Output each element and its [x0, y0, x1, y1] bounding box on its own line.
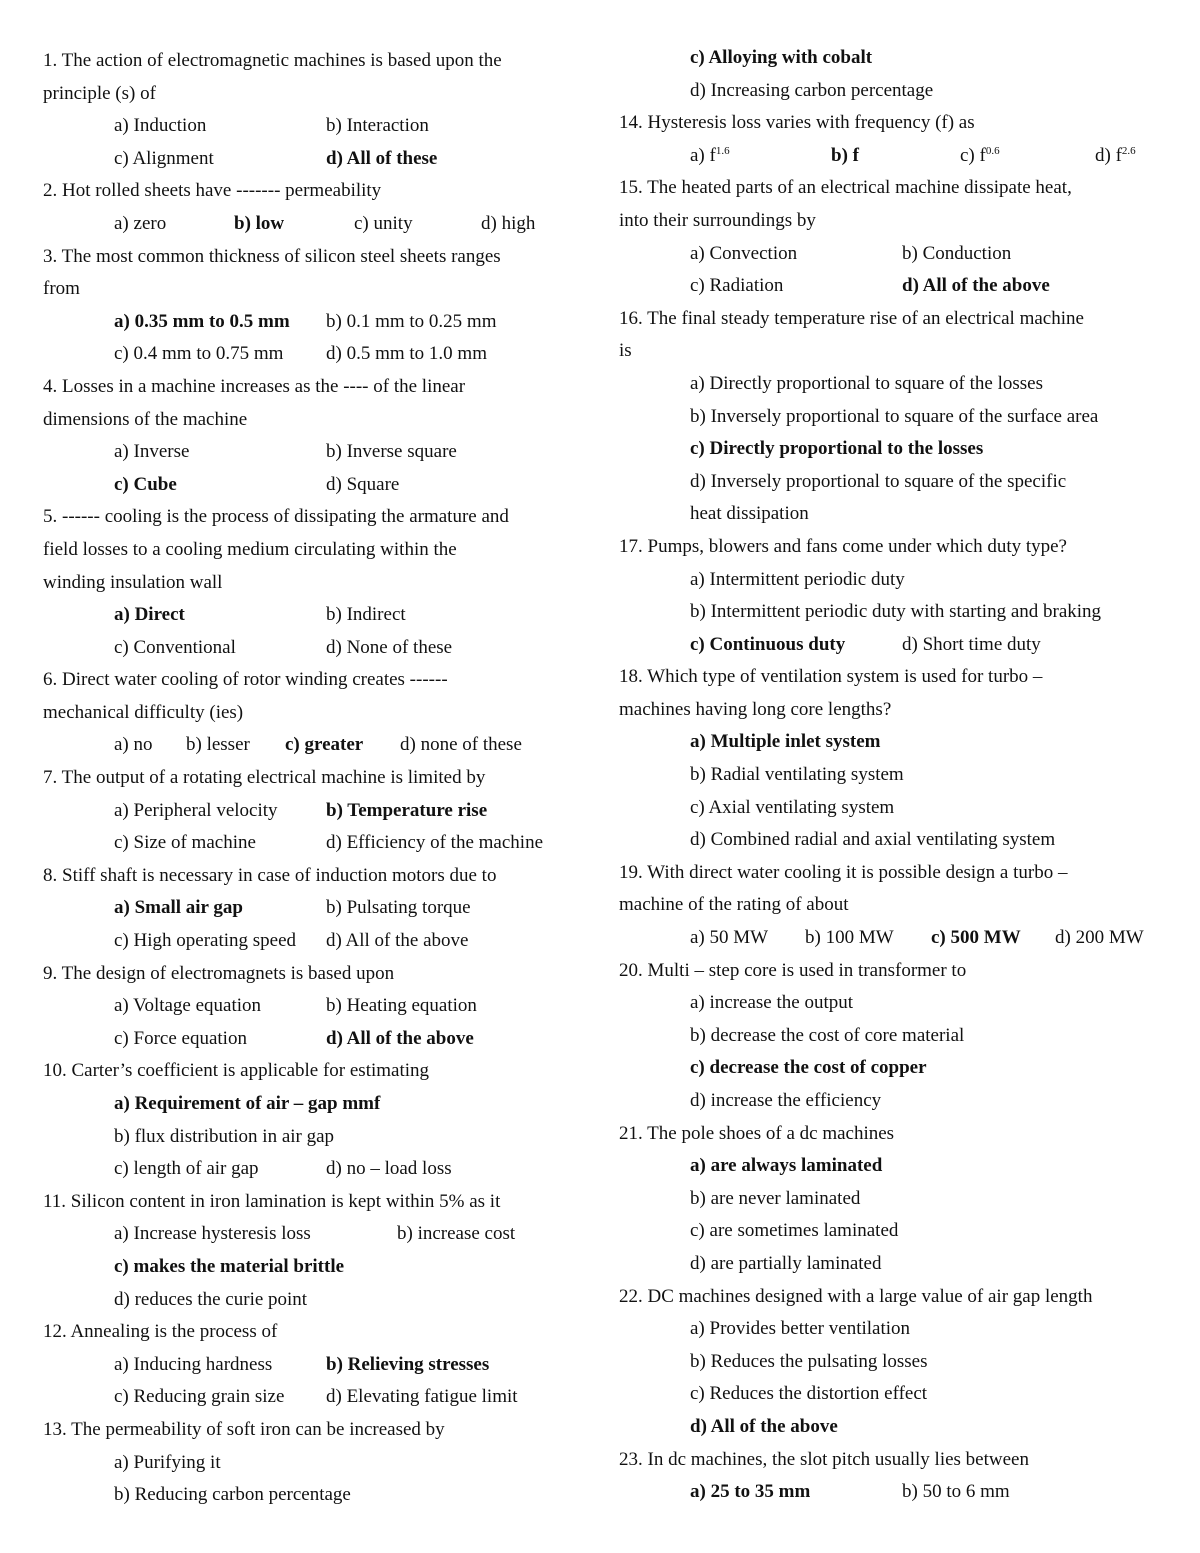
answer-row — [619, 631, 1179, 659]
answer-option: c) length of air gap — [114, 1158, 259, 1180]
answer-option: b) are never laminated — [690, 1187, 861, 1209]
question-block — [619, 174, 1179, 300]
answer-option: d) increase the efficiency — [690, 1090, 882, 1111]
question-text: mechanical difficulty (ies) — [43, 701, 244, 723]
question-text: 17. Pumps, blowers and fans come under which duty type? — [619, 535, 1067, 557]
answer-option: d) Combined radial and axial ventilating system — [690, 829, 1056, 851]
answer-option: a) Intermittent periodic duty — [690, 568, 905, 590]
answer-row — [43, 731, 583, 759]
answer-option: a) 50 MW — [690, 927, 769, 949]
question-block — [43, 960, 583, 1053]
question-text: 4. Losses in a machine increases as the ---- of the linear — [43, 375, 466, 397]
question-text: 9. The design of electromagnets is based upon — [43, 962, 395, 984]
question-text: machine of the rating of about — [619, 894, 849, 916]
question-text: 16. The final steady temperature rise of an electrical machine — [619, 307, 1084, 329]
question-block — [619, 533, 1179, 659]
question-block — [43, 1057, 583, 1183]
answer-option: a) Induction — [114, 115, 207, 137]
answer-option: d) Square — [326, 473, 400, 495]
question-text: 12. Annealing is the process of — [43, 1321, 278, 1343]
answer-option: c) Reducing grain size — [114, 1386, 285, 1408]
correct-answer: a) Requirement of air – gap mmf — [114, 1093, 381, 1114]
correct-answer: d) All of the above — [902, 275, 1050, 297]
question-text: principle (s) of — [43, 82, 156, 104]
answer-row — [43, 308, 583, 336]
answer-option: d) None of these — [326, 636, 453, 658]
answer-row — [43, 210, 583, 238]
question-block — [619, 859, 1179, 952]
question-text: dimensions of the machine — [43, 408, 248, 430]
question-text: 2. Hot rolled sheets have ------- permeability — [43, 180, 382, 202]
question-block — [619, 1120, 1179, 1278]
answer-option: d) reduces the curie point — [114, 1288, 308, 1310]
option-label: c) f — [960, 144, 986, 166]
answer-option: b) Pulsating torque — [326, 897, 471, 919]
answer-option — [1095, 142, 1136, 170]
question-text: is — [619, 340, 632, 362]
answer-row — [43, 894, 583, 922]
correct-answer: c) Directly proportional to the losses — [690, 438, 984, 460]
answer-row — [43, 1155, 583, 1183]
question-text: 20. Multi – step core is used in transformer to — [619, 959, 967, 981]
question-block — [619, 305, 1179, 529]
answer-option: a) Voltage equation — [114, 995, 262, 1017]
answer-option: b) Intermittent periodic duty with starting and braking — [690, 601, 1102, 623]
question-block — [43, 764, 583, 857]
question-block — [43, 177, 583, 238]
answer-row — [43, 1025, 583, 1053]
answer-option: d) Elevating fatigue limit — [326, 1386, 518, 1408]
question-text: from — [43, 278, 80, 300]
correct-answer: c) greater — [285, 734, 364, 756]
answer-option: d) high — [481, 212, 536, 234]
answer-option: b) Inversely proportional to square of the surface area — [690, 405, 1099, 427]
question-text: into their surroundings by — [619, 209, 816, 231]
answer-option: a) no — [114, 734, 153, 756]
answer-row — [43, 145, 583, 173]
answer-option: c) Size of machine — [114, 832, 256, 854]
answer-row — [43, 112, 583, 140]
question-block — [619, 1283, 1179, 1441]
question-block — [43, 862, 583, 955]
answer-option — [690, 142, 730, 170]
exponent: 2.6 — [1121, 144, 1136, 157]
answer-option: d) are partially laminated — [690, 1252, 882, 1274]
answer-option: b) increase cost — [397, 1223, 516, 1245]
answer-option: a) Peripheral velocity — [114, 799, 278, 821]
question-block — [43, 503, 583, 661]
question-text: 8. Stiff shaft is necessary in case of induction motors due to — [43, 864, 497, 886]
correct-answer: a) are always laminated — [690, 1155, 883, 1177]
correct-answer — [831, 142, 859, 170]
answer-option: d) none of these — [400, 734, 522, 756]
answer-option: d) Efficiency of the machine — [326, 832, 543, 854]
answer-option: b) decrease the cost of core material — [690, 1024, 965, 1046]
answer-row — [619, 142, 1179, 170]
answer-option: b) Reduces the pulsating losses — [690, 1350, 928, 1372]
question-text: 13. The permeability of soft iron can be increased by — [43, 1418, 445, 1440]
answer-option: heat dissipation — [690, 503, 809, 525]
correct-answer: c) decrease the cost of copper — [690, 1057, 927, 1079]
answer-row — [43, 1383, 583, 1411]
answer-option: c) are sometimes laminated — [690, 1220, 899, 1242]
answer-option: b) Inverse square — [326, 441, 457, 463]
question-text: 19. With direct water cooling it is possible design a turbo – — [619, 861, 1068, 883]
question-text: machines having long core lengths? — [619, 698, 892, 720]
answer-option: a) increase the output — [690, 992, 854, 1014]
answer-option: c) Radiation — [690, 275, 784, 297]
answer-option: b) lesser — [186, 734, 250, 756]
correct-answer: c) makes the material brittle — [114, 1255, 345, 1277]
answer-row — [43, 438, 583, 466]
correct-answer: a) Small air gap — [114, 897, 243, 919]
question-block — [619, 663, 1179, 854]
correct-answer: c) Continuous duty — [690, 633, 846, 655]
question-text: 21. The pole shoes of a dc machines — [619, 1122, 895, 1144]
correct-answer: b) Temperature rise — [326, 799, 488, 821]
correct-answer: a) 0.35 mm to 0.5 mm — [114, 310, 290, 332]
left-column — [43, 47, 583, 1514]
option-label: b) f — [831, 144, 859, 166]
answer-option: b) flux distribution in air gap — [114, 1125, 335, 1147]
answer-option: a) zero — [114, 212, 167, 234]
answer-option: a) Provides better ventilation — [690, 1318, 911, 1340]
answer-option: a) Directly proportional to square of the losses — [690, 372, 1043, 394]
question-text: 23. In dc machines, the slot pitch usually lies between — [619, 1448, 1029, 1470]
question-block — [43, 243, 583, 369]
question-text: 3. The most common thickness of silicon steel sheets ranges — [43, 245, 501, 267]
question-block — [43, 1318, 583, 1411]
answer-option: b) Radial ventilating system — [690, 764, 904, 786]
answer-option: b) Reducing carbon percentage — [114, 1484, 351, 1506]
question-text: 14. Hysteresis loss varies with frequency (f) as — [619, 112, 975, 134]
answer-option: b) Interaction — [326, 115, 429, 137]
question-block — [43, 373, 583, 499]
answer-option: c) unity — [354, 212, 413, 234]
correct-answer: a) Multiple inlet system — [690, 731, 881, 753]
exponent: 0.6 — [985, 144, 1000, 157]
question-block — [43, 666, 583, 759]
question-text: 15. The heated parts of an electrical machine dissipate heat, — [619, 177, 1072, 199]
answer-option: c) High operating speed — [114, 930, 297, 952]
answer-row — [619, 924, 1179, 952]
question-text: 1. The action of electromagnetic machines is based upon the — [43, 50, 502, 71]
answer-row — [43, 797, 583, 825]
answer-row — [43, 927, 583, 955]
answer-option: c) Force equation — [114, 1027, 247, 1049]
answer-option: c) Conventional — [114, 636, 236, 658]
question-block — [619, 109, 1179, 170]
question-text: winding insulation wall — [43, 571, 223, 593]
option-label: a) f — [690, 144, 716, 166]
answer-option: b) Conduction — [902, 242, 1012, 264]
question-text: 10. Carter’s coefficient is applicable for estimating — [43, 1060, 430, 1082]
answer-option: d) no – load loss — [326, 1158, 452, 1180]
answer-row — [43, 992, 583, 1020]
answer-row — [619, 272, 1179, 300]
correct-answer: d) All of the above — [326, 1027, 474, 1049]
answer-option: c) Alignment — [114, 147, 214, 169]
question-text: 22. DC machines designed with a large value of air gap length — [619, 1285, 1093, 1307]
question-block — [43, 1188, 583, 1314]
answer-option: d) Short time duty — [902, 633, 1041, 655]
question-text: 7. The output of a rotating electrical machine is limited by — [43, 767, 486, 789]
correct-answer: a) 25 to 35 mm — [690, 1481, 811, 1503]
question-text: 18. Which type of ventilation system is used for turbo – — [619, 666, 1043, 688]
correct-answer: c) 500 MW — [931, 927, 1021, 949]
answer-option — [960, 142, 1000, 170]
question-text: 6. Direct water cooling of rotor winding creates ------ — [43, 669, 448, 691]
exponent: 1.6 — [715, 144, 730, 157]
question-block — [619, 1446, 1179, 1507]
correct-answer: b) Relieving stresses — [326, 1353, 490, 1375]
option-label: d) f — [1095, 144, 1122, 166]
answer-row — [619, 1478, 1179, 1506]
question-block — [43, 1416, 583, 1509]
answer-row — [43, 471, 583, 499]
answer-option: a) Purifying it — [114, 1451, 221, 1473]
answer-option: d) Inversely proportional to square of the specific — [690, 470, 1067, 492]
answer-option: c) Reduces the distortion effect — [690, 1383, 928, 1405]
answer-option: a) Convection — [690, 242, 798, 264]
answer-option: b) 0.1 mm to 0.25 mm — [326, 310, 497, 332]
correct-answer: c) Alloying with cobalt — [690, 47, 873, 68]
answer-option: d) 0.5 mm to 1.0 mm — [326, 343, 487, 365]
correct-answer: d) All of the above — [690, 1415, 838, 1437]
answer-option: b) Indirect — [326, 604, 406, 626]
answer-row — [619, 240, 1179, 268]
answer-option: a) Inverse — [114, 441, 190, 463]
answer-option: d) Increasing carbon percentage — [690, 79, 934, 101]
question-block — [619, 957, 1179, 1115]
answer-row — [43, 340, 583, 368]
answer-row — [43, 1220, 583, 1248]
answer-option: a) Increase hysteresis loss — [114, 1223, 311, 1245]
question-text: 5. ------ cooling is the process of dissipating the armature and — [43, 506, 509, 528]
answer-option: b) Heating equation — [326, 995, 477, 1017]
answer-option: a) Inducing hardness — [114, 1353, 273, 1375]
answer-row — [43, 634, 583, 662]
correct-answer: b) low — [234, 212, 285, 234]
question-text: field losses to a cooling medium circulating within the — [43, 538, 457, 560]
right-column — [619, 44, 1179, 1511]
correct-answer: a) Direct — [114, 604, 185, 626]
correct-answer: c) Cube — [114, 473, 177, 495]
answer-row — [43, 1351, 583, 1379]
answer-option: b) 100 MW — [805, 927, 894, 949]
answer-option: d) 200 MW — [1055, 927, 1144, 949]
answer-option: d) All of the above — [326, 930, 469, 952]
answer-row — [43, 829, 583, 857]
answer-row — [43, 601, 583, 629]
answer-option: c) 0.4 mm to 0.75 mm — [114, 343, 284, 365]
question-text: 11. Silicon content in iron lamination is kept within 5% as it — [43, 1190, 501, 1212]
question-block — [43, 47, 583, 173]
answer-option: b) 50 to 6 mm — [902, 1481, 1010, 1503]
answer-option: c) Axial ventilating system — [690, 796, 895, 818]
correct-answer: d) All of these — [326, 147, 438, 169]
